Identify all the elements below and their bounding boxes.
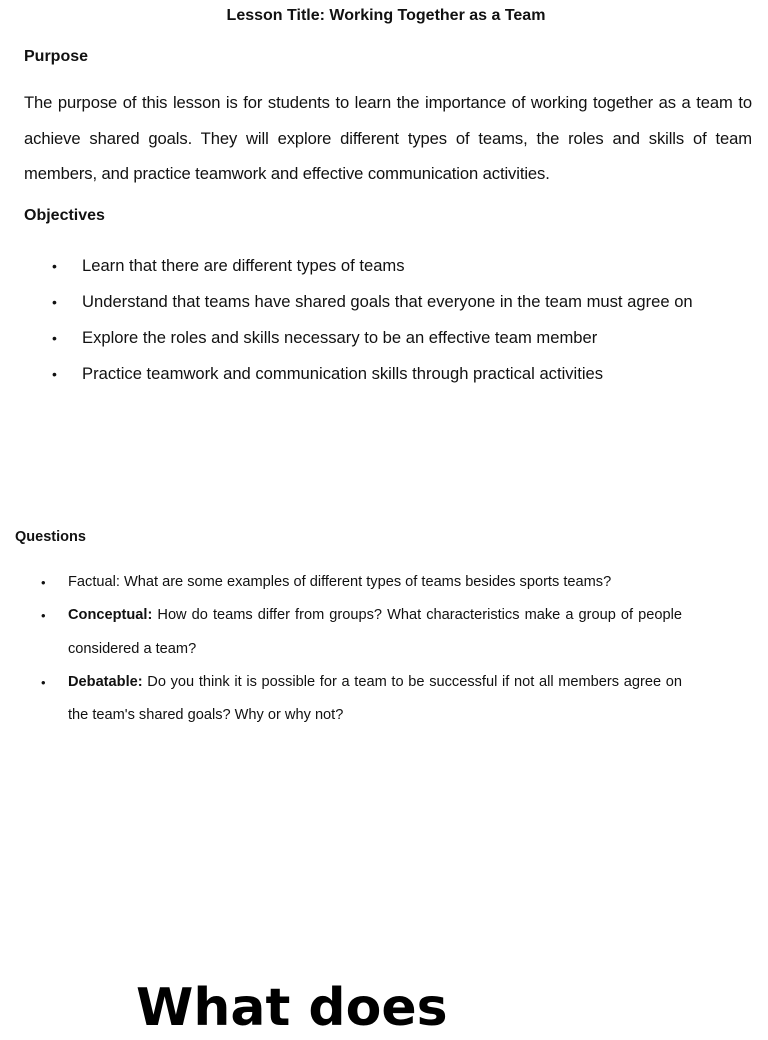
bullet-icon: • bbox=[52, 330, 57, 346]
questions-heading: Questions bbox=[15, 529, 86, 545]
objective-item bbox=[24, 248, 754, 284]
objectives-heading: Objectives bbox=[24, 207, 105, 224]
footer-heading: What does bbox=[136, 978, 448, 1038]
bullet-icon: • bbox=[41, 674, 46, 690]
bullet-icon: • bbox=[41, 608, 46, 624]
objective-item bbox=[24, 320, 754, 356]
objectives-list bbox=[24, 248, 754, 392]
question-item bbox=[15, 566, 682, 599]
question-text: How do teams differ from groups? What characteristics make a group of people considered a team? bbox=[68, 607, 682, 657]
question-text: Do you think it is possible for a team to be successful if not all members agree on the team's shared goals? Why or why not? bbox=[68, 673, 682, 724]
question-item bbox=[15, 666, 682, 733]
question-item bbox=[15, 599, 682, 666]
purpose-heading: Purpose bbox=[24, 48, 89, 65]
bullet-icon: • bbox=[52, 294, 57, 310]
objective-text: Explore the roles and skills necessary to be an effective team member bbox=[82, 328, 598, 347]
bullet-icon: • bbox=[52, 366, 57, 382]
objective-item bbox=[24, 356, 754, 392]
objective-text: Learn that there are different types of teams bbox=[82, 256, 405, 275]
lesson-title: Lesson Title: Working Together as a Team bbox=[226, 7, 546, 24]
objective-item bbox=[24, 284, 754, 320]
bullet-icon: • bbox=[52, 258, 57, 274]
objective-text: Practice teamwork and communication skills through practical activities bbox=[82, 364, 604, 383]
purpose-paragraph: The purpose of this lesson is for students to learn the importance of working together as a team to achieve shared goals. They will explore different types of teams, the roles and skills of team members, and practice teamwork and effective communication activities. bbox=[24, 93, 752, 183]
question-type-label: Debatable: bbox=[68, 673, 143, 690]
bullet-icon: • bbox=[41, 575, 46, 590]
question-type-label: Conceptual: bbox=[68, 607, 153, 624]
questions-list bbox=[15, 566, 682, 732]
objective-text: Understand that teams have shared goals that everyone in the team must agree on bbox=[82, 292, 693, 311]
question-text: Factual: What are some examples of different types of teams besides sports teams? bbox=[68, 574, 612, 590]
